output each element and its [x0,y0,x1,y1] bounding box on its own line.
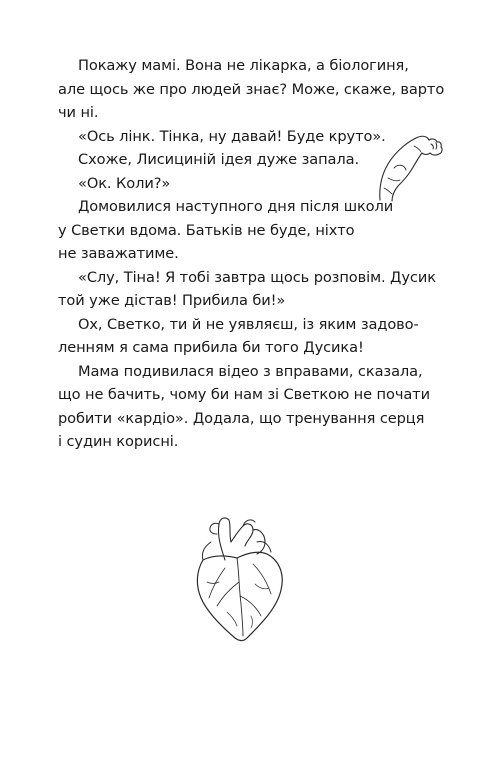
text-line: «Ок. Коли?» [78,175,171,192]
text-line: «Ось лінк. Тінка, ну давай! Буде круто». [78,128,386,145]
text-line: Схоже, Лисициній ідея дуже запала. [78,151,359,168]
text-line: не заважатиме. [58,245,179,262]
text-line: і судин корисні. [58,433,179,450]
text-line: але щось же про людей знає? Може, скаже, варто [58,81,445,98]
text-line: робити «кардіо». Додала, що тренування серця [58,410,425,427]
text-line: чи ні. [58,104,99,121]
text-line: «Слу, Тіна! Я тобі завтра щось розповім. Дусик [78,269,436,286]
anatomical-heart-icon [195,512,287,648]
text-line: Ох, Светко, ти й не уявляєш, із яким задово- [78,316,419,333]
text-line: у Светки вдома. Батьків не буде, ніхто [58,222,355,239]
text-line: Мама подивилася відео з вправами, сказала, [78,363,423,380]
text-line: той уже дістав! Прибила би!» [58,292,286,309]
flexed-arm-icon [374,128,446,202]
text-line: ленням я сама прибила би того Дусика! [58,339,364,356]
text-line: що не бачить, чому би нам зі Светкою не почати [58,386,430,403]
text-line: Домовилися наступного дня після школи [78,198,394,215]
text-line: Покажу мамі. Вона не лікарка, а біологиня, [78,57,409,74]
